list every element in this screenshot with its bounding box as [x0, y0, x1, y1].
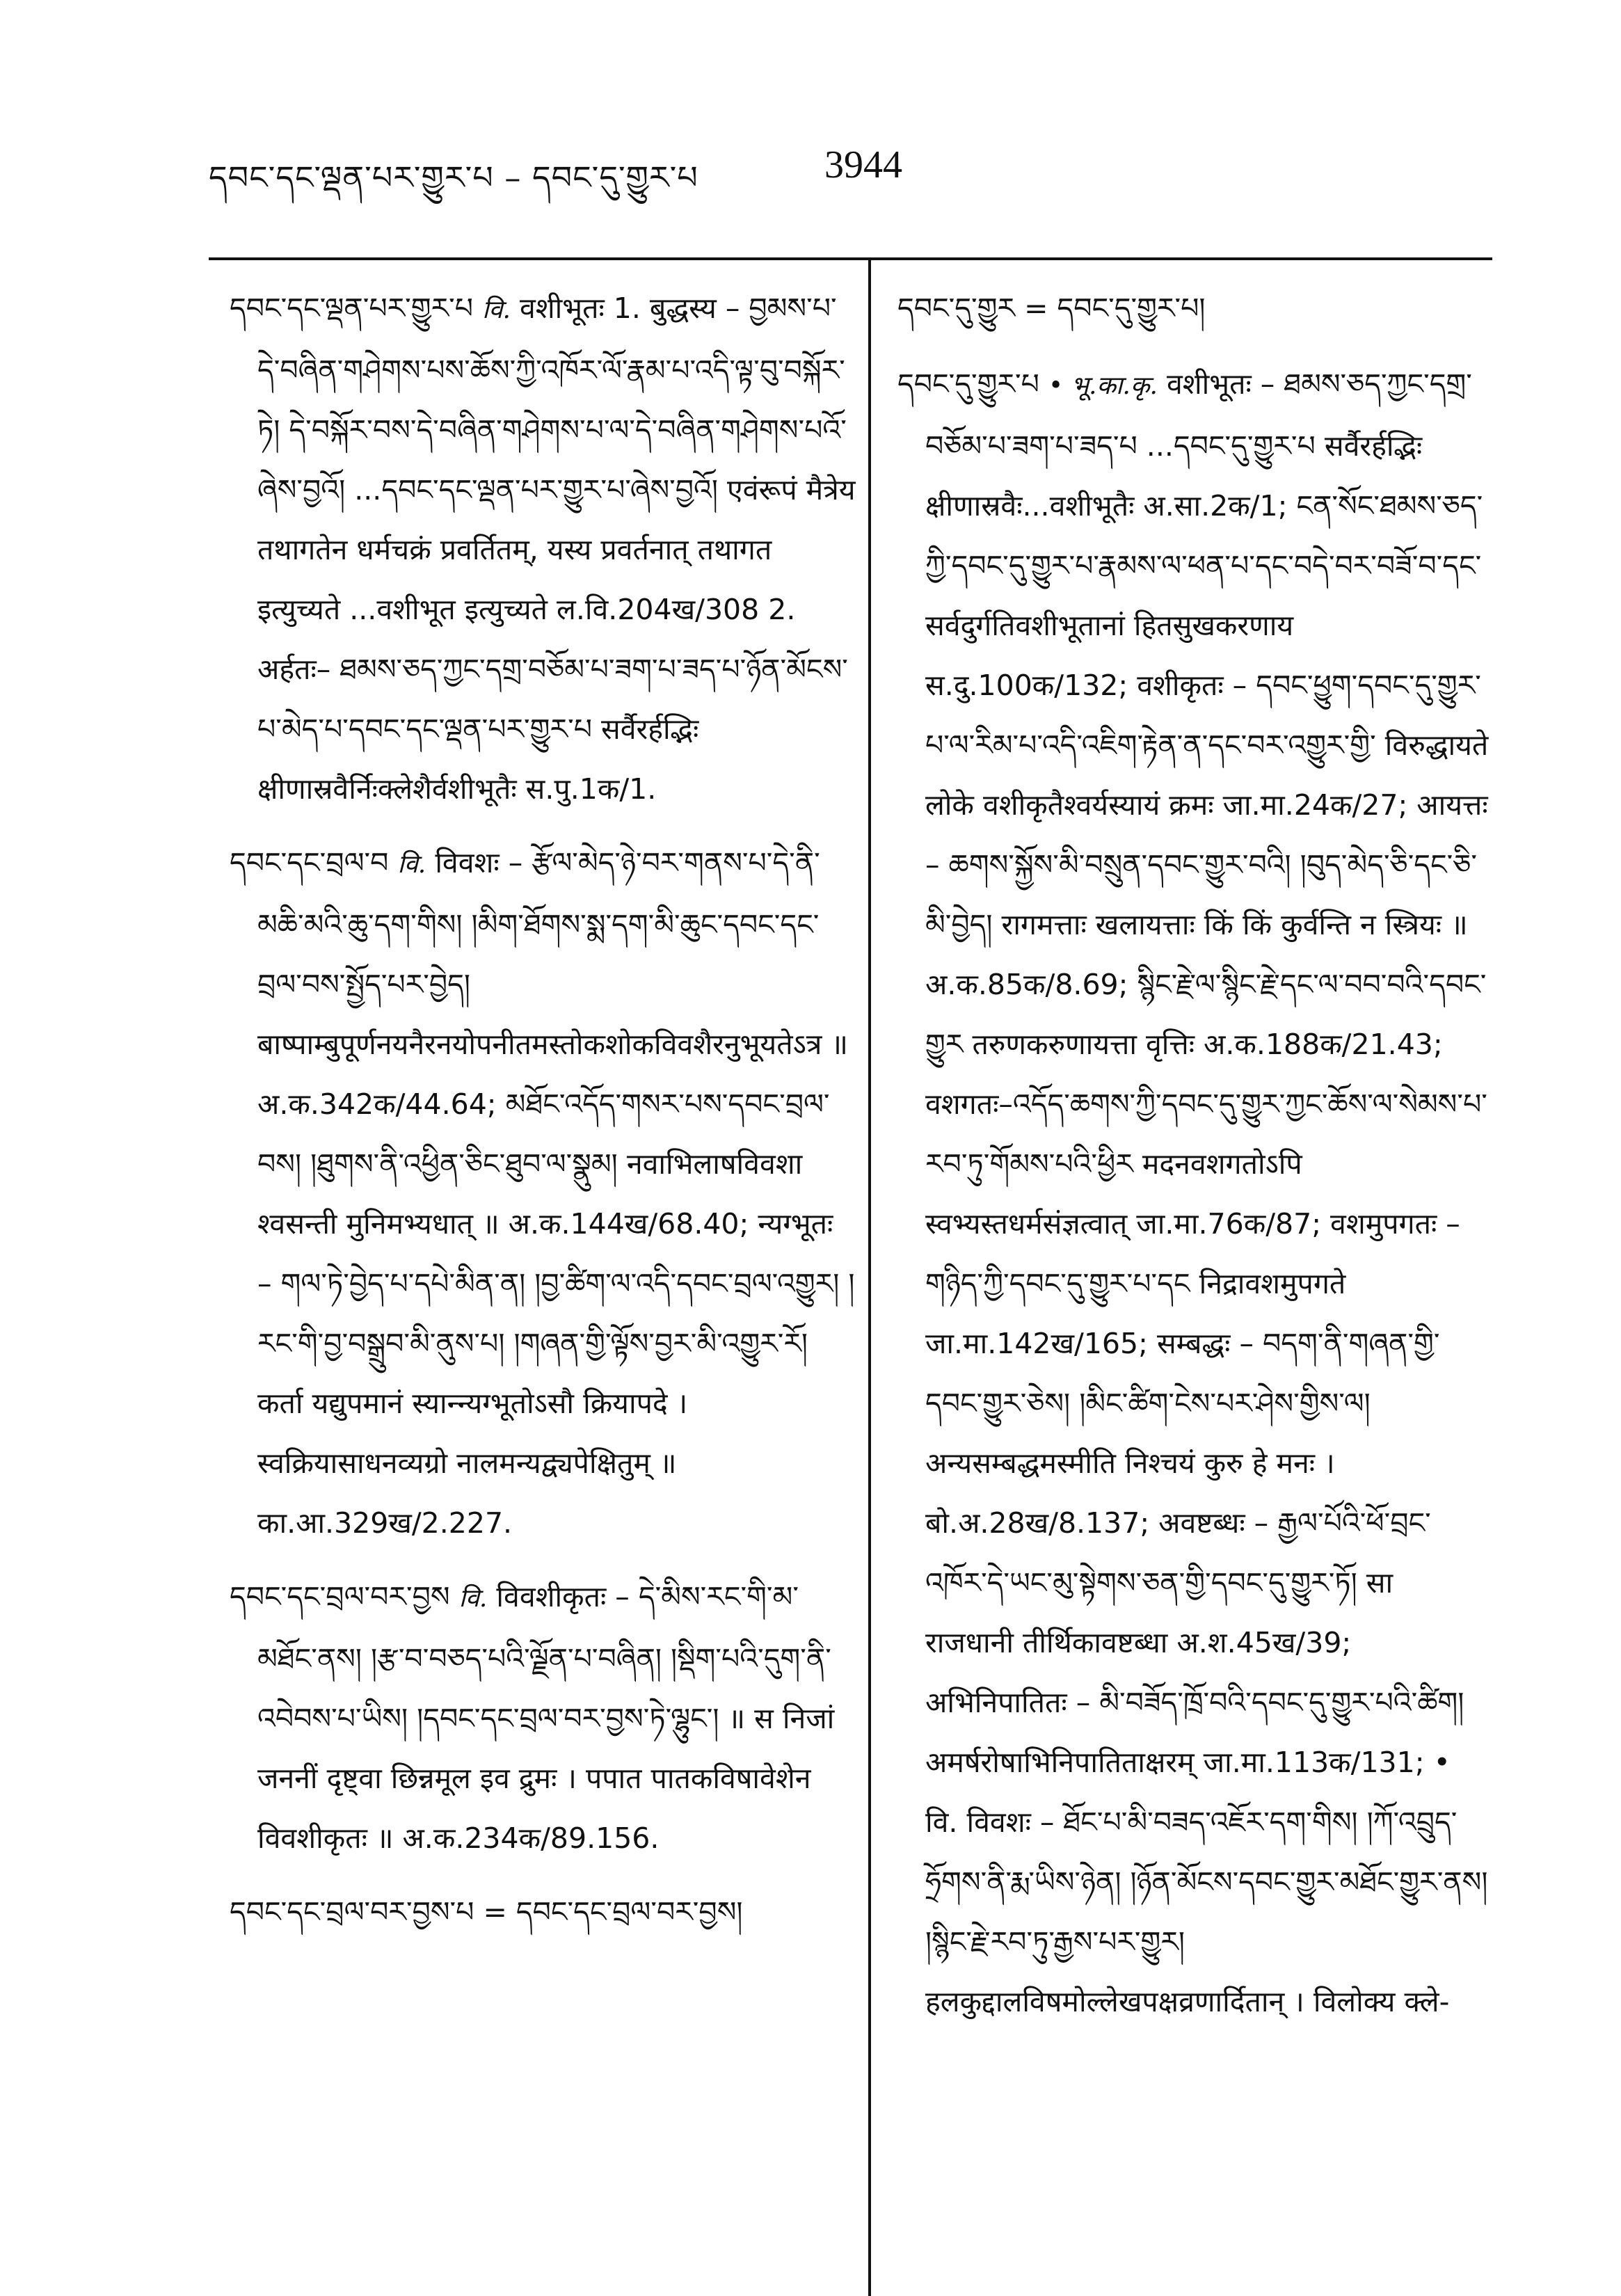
dictionary-entry [230, 1567, 856, 1868]
left-column [230, 278, 856, 1958]
headword: དབང་དུ་གྱུར་པ [897, 367, 1039, 401]
entry-body: विवशीकृतः – དེ་མིས་རང་གི་མ་མཐོང་ནས། །རྩ་བ་བཅད་པའི་ལྗོན་པ་བཞིན། །སྡིག་པའི་དུག་ནི་འབེབས་པ་ཡིས། །དབང་དང་བྲལ་བར་བྱས་ཏེ་ལྷུང་། ॥ स निजां जननीं दृष्ट्वा छिन्नमूल इव द्रुमः । पपात पातकविषावेशेन विवशीकृतः ॥ अ.क.234क/89.156. [257, 1580, 835, 1855]
entry-body: विवशः – རྩོལ་མེད་ཉེ་བར་གནས་པ་དེ་ནི་མཆི་མའི་ཆུ་དག་གིས། །མིག་ཐོགས་སྨ་དག་མི་ཆུང་དབང་དང་བྲལ་བས་སྤྱོད་པར་བྱེད། बाष्पाम्बुपूर्णनयनैरनयोपनीतमस्तोकशोकविवशैरनुभूयतेऽत्र ॥ अ.क.342क/44.64; མཐོང་འདོད་གསར་པས་དབང་བྲལ་བས། །ཐུགས་ནི་འཕྱིན་ཅིང་ཐུབ་ལ་སྣུམ། नवाभिलाषविवशा श्वसन्ती मुनिमभ्यधात् ॥ अ.क.144ख/68.40; न्यग्भूतः – གལ་ཏེ་བྱེད་པ་དཔེ་མིན་ན། །བྱ་ཚིག་ལ་འདི་དབང་བྲལ་འགྱུར། །རང་གི་བྱ་བསྒྲུབ་མི་ནུས་པ། །གཞན་གྱི་ལྟོས་བྱར་མི་འགྱུར་རོ། कर्ता यद्युपमानं स्यान्न्यग्भूतोऽसौ क्रियापदे । स्वक्रियासाधनव्यग्रो नालमन्यद्व्यपेक्षितुम् ॥ का.आ.329ख/2.227. [257, 846, 855, 1540]
page-header [0, 0, 1621, 264]
running-head: དབང་དང་ལྡན་པར་གྱུར་པ – དབང་དུ་གྱུར་པ [209, 159, 698, 196]
dictionary-entry [897, 278, 1489, 340]
headword: དབང་དང་བྲལ་བ [230, 846, 389, 879]
dictionary-entry [897, 354, 1489, 2032]
dictionary-entry [230, 833, 856, 1553]
page-number: 3944 [824, 143, 902, 186]
dictionary-entry [230, 1882, 856, 1944]
headword: དབང་དུ་གྱུར [897, 292, 1016, 325]
grammar-label: वि. [482, 296, 511, 324]
header-rule [209, 257, 1492, 260]
headword: དབང་དང་བྲལ་བར་བྱས་པ [230, 1895, 474, 1929]
entry-body: वशीभूतः 1. बुद्धस्य – བྱམས་པ་དེ་བཞིན་གཤེགས་པས་ཆོས་ཀྱི་འཁོར་ལོ་རྣམ་པ་འདི་ལྟ་བུ་བསྐོར་ཏེ། དེ་བསྐོར་བས་དེ་བཞིན་གཤེགས་པ་ལ་དེ་བཞིན་གཤེགས་པའོ་ཞེས་བྱའོ། ...དབང་དང་ལྡན་པར་གྱུར་པ་ཞེས་བྱའོ། एवंरूपं मैत्रेय तथागतेन धर्मचक्रं प्रवर्तितम्, यस्य प्रवर्तनात् तथागत इत्युच्यते ...वशीभूत इत्युच्यते ल.वि.204ख/308 2. अर्हतः– ཐམས་ཅད་ཀྱང་དགྲ་བཅོམ་པ་ཟག་པ་ཟད་པ་ཉོན་མོངས་པ་མེད་པ་དབང་དང་ལྡན་པར་གྱུར་པ सर्वैरर्हद्भिः क्षीणास्रवैर्निःक्लेशैर्वशीभूतैः स.पु.1क/1. [257, 292, 856, 806]
entry-body: वशीभूतः – ཐམས་ཅད་ཀྱང་དགྲ་བཅོམ་པ་ཟག་པ་ཟད་པ ...དབང་དུ་གྱུར་པ सर्वैरर्हद्भिः क्षीणास्रवैः...वशीभूतैः अ.सा.2क/1; ངན་སོང་ཐམས་ཅད་ཀྱི་དབང་དུ་གྱུར་པ་རྣམས་ལ་ཕན་པ་དང་བདེ་བར་བཟོ་བ་དང་ सर्वदुर्गतिवशीभूतानां हितसुखकरणाय स.दु.100क/132; वशीकृतः – དབང་ཕྱུག་དབང་དུ་གྱུར་པ་ལ་རིམ་པ་འདི་འཇིག་རྟེན་ན་དང་བར་འགྱུར་གྱི་ विरुद्धायते लोके वशीकृतैश्वर्यस्यायं क्रमः जा.मा.24क/27; आयत्तः – ཆགས་སྐྱོས་མི་བསྲུན་དབང་གྱུར་བའི། །བུད་མེད་ཅི་དང་ཅི་མི་བྱེད། रागमत्ताः खलायत्ताः किं किं कुर्वन्ति न स्त्रियः ॥ अ.क.85क/8.69; སྙིང་རྗེ་ལ་སྙིང་རྗེ་དང་ལ་བབ་བའི་དབང་གྱུར तरुणकरुणायत्ता वृत्तिः अ.क.188क/21.43; वशगतः–འདོད་ཆགས་ཀྱི་དབང་དུ་གྱུར་ཀྱང་ཆོས་ལ་སེམས་པ་རབ་ཏུ་གོམས་པའི་ཕྱིར मदनवशगतोऽपि स्वभ्यस्तधर्मसंज्ञत्वात् जा.मा.76क/87; वशमुपगतः – གཉིད་ཀྱི་དབང་དུ་གྱུར་པ་དང निद्रावशमुपगते जा.मा.142ख/165; सम्बद्धः – བདག་ནི་གཞན་གྱི་དབང་གྱུར་ཅེས། །མིང་ཚིག་ངེས་པར་ཤེས་གྱིས་ལ། अन्यसम्बद्धमस्मीति निश्चयं कुरु हे मनः । बो.अ.28ख/8.137; अवष्टब्धः – རྒྱལ་པོའི་ཕོ་བྲང་འཁོར་དེ་ཡང་མུ་སྟེགས་ཅན་གྱི་དབང་དུ་གྱུར་ཏོ། सा राजधानी तीर्थिकावष्टब्धा अ.श.45ख/39; अभिनिपातितः – མི་བཟོད་ཁྲོ་བའི་དབང་དུ་གྱུར་པའི་ཚིག། अमर्षरोषाभिनिपातिताक्षरम् जा.मा.113क/131; • वि. विवशः – ཐོང་པ་མི་བཟད་འཇོར་དག་གིས། །ཀོ་འབྲུད་ཧྲོགས་ནི་རྨ་ཡིས་ཉེན། །ཉོན་མོངས་དབང་གྱུར་མཐོང་གྱུར་ནས། །སྙིང་རྗེ་རབ་ཏུ་རྒྱས་པར་གྱུར། हलकुद्दालविषमोल्लेखपक्षव्रणार्दितान् । विलोक्य क्ले- [925, 367, 1489, 2018]
grammar-label: वि. [397, 850, 426, 879]
dictionary-entry [230, 278, 856, 819]
entry-body: = དབང་དུ་གྱུར་པ། [1024, 292, 1206, 325]
right-column [897, 278, 1489, 2046]
headword: དབང་དང་བྲལ་བར་བྱས [230, 1580, 450, 1613]
column-divider [868, 257, 871, 2296]
entry-body: = དབང་དང་བྲལ་བར་བྱས། [483, 1895, 743, 1929]
grammar-label: • भू.का.कृ. [1048, 372, 1158, 400]
grammar-label: वि. [458, 1584, 488, 1613]
headword: དབང་དང་ལྡན་པར་གྱུར་པ [230, 292, 474, 325]
